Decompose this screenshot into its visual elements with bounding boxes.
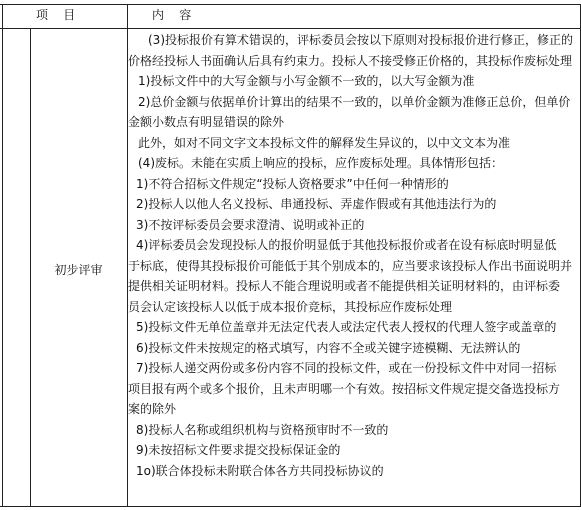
content-line: 7)投标人递交两份或多份内容不同的投标文件，或在一份投标文件中对同一招标 [136, 361, 557, 375]
content-line: 2)投标人以他人名义投标、串通投标、弄虚作假或有其他违法行为的 [136, 197, 497, 211]
table-bottom-border [0, 506, 581, 507]
content-line: 8)投标人名称或组织机构与资格预审时不一致的 [136, 422, 389, 437]
content-line: 于标底，使得其投标报价可能低于其个别成本的，应当要求该投标人作出书面说明并 [128, 258, 573, 273]
table-left-border [2, 4, 3, 507]
header-item: 项 目 [36, 8, 76, 22]
content-line: 2)总价金额与依据单价计算出的结果不一致的，以单价金额为准修正总价，但单价 [138, 94, 571, 109]
content-line: (4)废标。未能在实质上响应的投标，应作废标处理。具体情形包括： [138, 156, 504, 170]
header-content: 内 容 [152, 8, 192, 22]
content-line: 员会认定该投标人以低于成本报价竞标，其投标应作废标处理 [128, 299, 453, 314]
content-line: 案的除外 [128, 402, 177, 416]
content-line: 价格经投标人书面确认后具有约束力。投标人不接受修正价格的，其投标作废标处理 [128, 53, 573, 68]
content-line: 6)投标文件未按规定的格式填写，内容不全或关键字迹模糊、无法辨认的 [136, 340, 521, 355]
content-line: 提供相关证明材料。投标人不能合理说明或者不能提供相关证明材料的，由评标委 [128, 279, 561, 293]
header-bottom-border [0, 28, 581, 29]
content-line: 9)未按招标文件要求提交投标保证金的 [136, 443, 341, 457]
content-line: 3)不按评标委员会要求澄清、说明或补正的 [136, 217, 365, 232]
content-line: 金额小数点有明显错误的除外 [128, 115, 285, 129]
content-line: 4)评标委员会发现投标人的报价明显低于其他投标报价或者在设有标底时明显低 [136, 238, 557, 252]
content-line: 1)投标文件中的大写金额与小写金额不一致的，以大写金额为准 [138, 74, 475, 88]
row-label-preliminary-review: 初步评审 [54, 263, 103, 277]
content-line: 1o)联合体投标未附联合体各方共同投标协议的 [136, 463, 384, 478]
content-line: 项目报有两个或多个报价，且未声明哪一个有效。按招标文件规定提交备选投标方 [128, 381, 561, 396]
content-line: 此外，如对不同文字文本投标文件的解释发生异议的，以中文文本为准 [138, 135, 511, 150]
content-cell [128, 30, 580, 481]
content-line: 1)不符合招标文件规定“投标人资格要求”中任何一种情形的 [136, 176, 449, 191]
content-line: 5)投标文件无单位盖章并无法定代表人或法定代表人授权的代理人签字或盖章的 [136, 320, 557, 334]
content-line: (3)投标报价有算术错误的，评标委员会按以下原则对投标报价进行修正，修正的 [148, 33, 574, 47]
